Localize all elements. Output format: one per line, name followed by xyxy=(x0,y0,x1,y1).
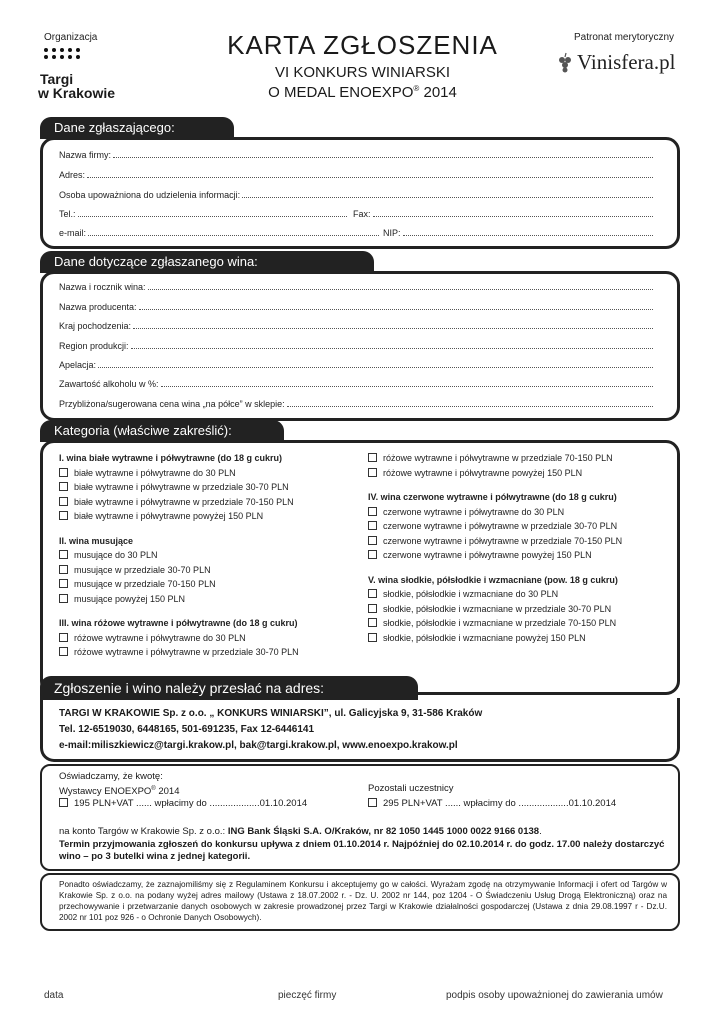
section-address-tab: Zgłoszenie i wino należy przesłać na adres: xyxy=(40,676,418,700)
subtitle-contest: VI KONKURS WINIARSKI xyxy=(274,64,451,81)
category-option[interactable]: musujące w przedziale 70-150 PLN xyxy=(59,577,359,592)
checkbox-icon[interactable] xyxy=(59,647,68,656)
logo-line2: w Krakowie xyxy=(38,85,116,101)
category-option[interactable]: czerwone wytrawne i półwytrawne do 30 PLN xyxy=(368,505,668,520)
exhibitors-heading: Wystawcy ENOEXPO® 2014 xyxy=(59,786,180,798)
category-option[interactable]: czerwone wytrawne i półwytrawne w przedziale 70-150 PLN xyxy=(368,534,668,549)
category-option[interactable]: słodkie, półsłodkie i wzmacniane powyżej 150 PLN xyxy=(368,631,668,646)
category-option[interactable]: czerwone wytrawne i półwytrawne powyżej 150 PLN xyxy=(368,548,668,563)
checkbox-icon[interactable] xyxy=(59,594,68,603)
vinisfera-logo: Vinisfera.pl xyxy=(556,50,675,75)
category-column-right xyxy=(368,451,668,645)
logo-line1: Targi xyxy=(40,71,74,87)
checkbox-icon[interactable] xyxy=(59,579,68,588)
category-option[interactable]: musujące do 30 PLN xyxy=(59,548,359,563)
checkbox-icon[interactable] xyxy=(59,633,68,642)
patronage-label: Patronat merytoryczny xyxy=(574,32,675,43)
mailing-address xyxy=(59,706,669,754)
page-title: KARTA ZGŁOSZENIA xyxy=(227,30,498,60)
section-category-tab: Kategoria (właściwe zakreślić): xyxy=(40,420,284,442)
category-option[interactable]: słodkie, półsłodkie i wzmacniane w przedziale 30-70 PLN xyxy=(368,602,668,617)
phone-line: Tel. 12-6519030, 6448165, 501-691235, Fax 12-6446141 xyxy=(59,724,315,735)
checkbox-icon[interactable] xyxy=(368,468,377,477)
checkbox-icon[interactable] xyxy=(59,482,68,491)
country-field[interactable]: Kraj pochodzenia: xyxy=(59,321,655,331)
checkbox-icon[interactable] xyxy=(368,521,377,530)
checkbox-icon[interactable] xyxy=(368,550,377,559)
checkbox-icon[interactable] xyxy=(368,536,377,545)
exhibitors-fee-option[interactable]: 195 PLN+VAT ...... wpłacimy do ...................01.10.2014 xyxy=(59,798,307,810)
checkbox-icon[interactable] xyxy=(59,798,68,807)
category-option[interactable]: różowe wytrawne i półwytrawne w przedziale 70-150 PLN xyxy=(368,451,668,466)
category-column-left xyxy=(59,451,359,660)
deadline-text: Termin przyjmowania zgłoszeń do konkursu upływa z dniem 01.10.2014 r. Najpóźniej do 02.10.2014 r. do godz. 17.00 należy dostarczyć wino – po 3 butelki wina z jednej kategorii. xyxy=(59,839,665,862)
signature-label: podpis osoby upoważnionej do zawierania umów xyxy=(446,990,663,1001)
producer-field[interactable]: Nazwa producenta: xyxy=(59,302,655,312)
wine-name-field[interactable]: Nazwa i rocznik wina: xyxy=(59,282,655,292)
category-1-heading: I. wina białe wytrawne i półwytrawne (do 18 g cukru) xyxy=(59,453,283,463)
category-4-heading: IV. wina czerwone wytrawne i półwytrawne (do 18 g cukru) xyxy=(368,492,617,502)
category-option[interactable]: różowe wytrawne i półwytrawne do 30 PLN xyxy=(59,631,359,646)
checkbox-icon[interactable] xyxy=(368,633,377,642)
checkbox-icon[interactable] xyxy=(59,468,68,477)
category-option[interactable]: czerwone wytrawne i półwytrawne w przedziale 30-70 PLN xyxy=(368,519,668,534)
region-field[interactable]: Region produkcji: xyxy=(59,341,655,351)
alcohol-field[interactable]: Zawartość alkoholu w %: xyxy=(59,379,655,389)
checkbox-icon[interactable] xyxy=(59,511,68,520)
email-field[interactable]: e-mail: xyxy=(59,228,381,238)
email-line: e-mail:miliszkiewicz@targi.krakow.pl, bak@targi.krakow.pl, www.enoexpo.krakow.pl xyxy=(59,740,458,751)
fax-field[interactable]: Fax: xyxy=(353,209,655,219)
firm-name-field[interactable]: Nazwa firmy: xyxy=(59,150,655,160)
checkbox-icon[interactable] xyxy=(59,497,68,506)
category-option[interactable]: różowe wytrawne i półwytrawne powyżej 150 PLN xyxy=(368,466,668,481)
category-5-heading: V. wina słodkie, półsłodkie i wzmacniane (pow. 18 g cukru) xyxy=(368,574,618,585)
category-option[interactable]: białe wytrawne i półwytrawne w przedziale 70-150 PLN xyxy=(59,495,359,510)
category-2-heading: II. wina musujące xyxy=(59,535,134,546)
category-option[interactable]: białe wytrawne i półwytrawne powyżej 150 PLN xyxy=(59,509,359,524)
date-label: data xyxy=(44,990,64,1001)
checkbox-icon[interactable] xyxy=(368,618,377,627)
organizer-label: Organizacja xyxy=(44,32,98,43)
others-fee-option[interactable]: 295 PLN+VAT ...... wpłacimy do ...................01.10.2014 xyxy=(368,798,616,810)
subtitle-medal: O MEDAL ENOEXPO® 2014 xyxy=(268,84,457,101)
checkbox-icon[interactable] xyxy=(368,604,377,613)
section-wine-tab: Dane dotyczące zgłaszanego wina: xyxy=(40,251,374,273)
checkbox-icon[interactable] xyxy=(368,507,377,516)
bank-account: na konto Targów w Krakowie Sp. z o.o.: ING Bank Śląski S.A. O/Kraków, nr 82 1050 1445 1000 0022 9166 0138. xyxy=(59,826,542,837)
address-line: TARGI W KRAKOWIE Sp. z o.o. „ KONKURS WINIARSKI”, ul. Galicyjska 9, 31-586 Kraków xyxy=(59,708,483,719)
category-option[interactable]: musujące w przedziale 30-70 PLN xyxy=(59,563,359,578)
category-option[interactable]: białe wytrawne i półwytrawne do 30 PLN xyxy=(59,466,359,481)
section-applicant-tab: Dane zgłaszającego: xyxy=(40,117,234,139)
grape-icon xyxy=(556,52,574,74)
others-heading: Pozostali uczestnicy xyxy=(368,783,454,794)
category-option[interactable]: musujące powyżej 150 PLN xyxy=(59,592,359,607)
checkbox-icon[interactable] xyxy=(368,589,377,598)
checkbox-icon[interactable] xyxy=(368,453,377,462)
checkbox-icon[interactable] xyxy=(59,565,68,574)
contact-person-field[interactable]: Osoba upoważniona do udzielenia informacji: xyxy=(59,190,655,200)
checkbox-icon[interactable] xyxy=(59,550,68,559)
tel-field[interactable]: Tel.: xyxy=(59,209,349,219)
appellation-field[interactable]: Apelacja: xyxy=(59,360,655,370)
category-3-heading: III. wina różowe wytrawne i półwytrawne (do 18 g cukru) xyxy=(59,618,298,628)
price-field[interactable]: Przybliżona/sugerowana cena wina „na półce” w sklepie: xyxy=(59,399,655,409)
category-option[interactable]: różowe wytrawne i półwytrawne w przedziale 30-70 PLN xyxy=(59,645,359,660)
category-option[interactable]: słodkie, półsłodkie i wzmacniane do 30 PLN xyxy=(368,587,668,602)
category-option[interactable]: białe wytrawne i półwytrawne w przedziale 30-70 PLN xyxy=(59,480,359,495)
company-stamp-label: pieczęć firmy xyxy=(278,990,337,1001)
nip-field[interactable]: NIP: xyxy=(383,228,655,238)
category-option[interactable]: słodkie, półsłodkie i wzmacniane w przedziale 70-150 PLN xyxy=(368,616,668,631)
declaration-intro: Oświadczamy, że kwotę: xyxy=(59,771,163,782)
consent-text: Ponadto oświadczamy, że zaznajomiliśmy się z Regulaminem Konkursu i akceptujemy go w całości. Wyrażam zgodę na otrzymywanie Informacji i ofert od Targów w Krakowie Sp. z o.o. na podany wyżej adres mailowy (Ustawa z 18.07.2002 r. - Dz. U. 2002 nr 144, poz 1204 - O Świadczeniu Usług Drogą Elektroniczną) oraz na przechowywanie i przetwarzanie danych osobowych w zakresie prowadzonej przez Targi w Krakowie działalności gospodarczej (Ustawa z dnia 29.08.1997 r - Dz.U. 2002 nr 101 poz 926 - o Ochronie Danych Osobowych). xyxy=(59,880,667,922)
checkbox-icon[interactable] xyxy=(368,798,377,807)
address-field[interactable]: Adres: xyxy=(59,170,655,180)
